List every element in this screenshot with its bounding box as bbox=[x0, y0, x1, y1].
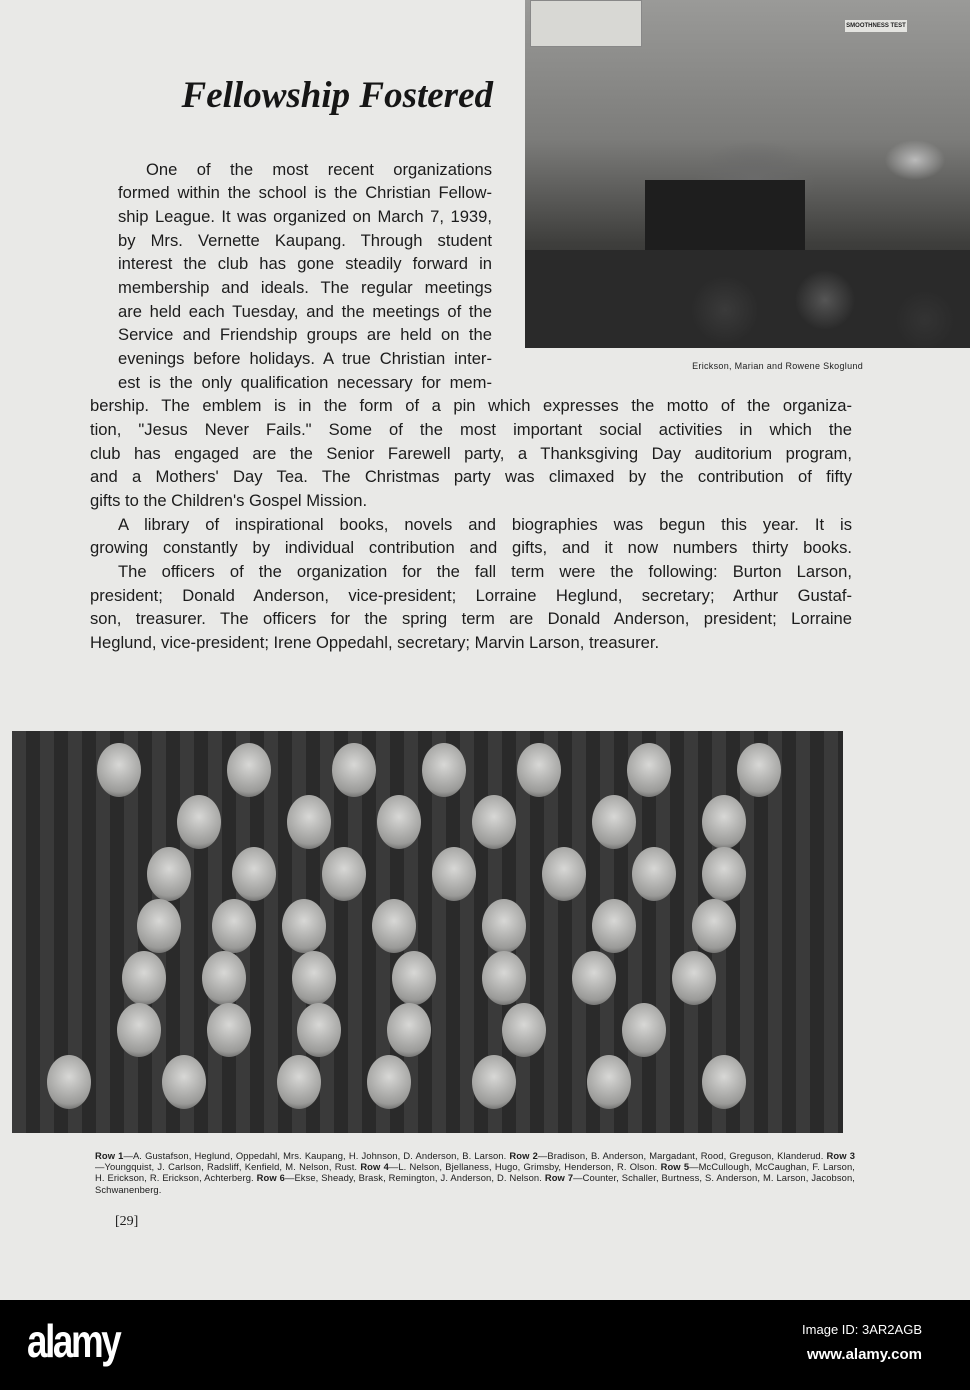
text-line: tion, "Jesus Never Fails." Some of the most important social activities in which the bbox=[90, 420, 852, 439]
person-face bbox=[97, 743, 141, 797]
person-face bbox=[277, 1055, 321, 1109]
person-face bbox=[482, 899, 526, 953]
person-face bbox=[207, 1003, 251, 1057]
person-face bbox=[472, 795, 516, 849]
row-label: Row 1 bbox=[95, 1150, 124, 1161]
person-face bbox=[517, 743, 561, 797]
person-face bbox=[122, 951, 166, 1005]
group-photo bbox=[12, 731, 843, 1133]
person-face bbox=[322, 847, 366, 901]
text-line: by Mrs. Vernette Kaupang. Through student bbox=[118, 231, 492, 250]
person-face bbox=[227, 743, 271, 797]
text-line: Service and Friendship groups are held on the bbox=[118, 325, 492, 344]
site-link[interactable]: www.alamy.com bbox=[806, 1346, 922, 1363]
text-line: The officers of the organization for the fall term were the following: Burton Larson, bbox=[118, 562, 852, 581]
person-face bbox=[47, 1055, 91, 1109]
person-face bbox=[367, 1055, 411, 1109]
person-face bbox=[737, 743, 781, 797]
row-label: Row 7 bbox=[544, 1172, 574, 1184]
person-face bbox=[702, 847, 746, 901]
text-line: evenings before holidays. A true Christian inter- bbox=[118, 349, 492, 368]
person-face bbox=[472, 1055, 516, 1109]
row-names: —L. Nelson, Bjellaness, Hugo, Grimsby, Henderson, R. Olson. bbox=[388, 1161, 658, 1173]
person-face bbox=[377, 795, 421, 849]
text-line: bership. The emblem is in the form of a pin which expresses the motto of the organiza- bbox=[90, 396, 852, 415]
text-line: son, treasurer. The officers for the spring term are Donald Anderson, president; Lorraine bbox=[90, 609, 852, 628]
person-face bbox=[627, 743, 671, 797]
person-face bbox=[287, 795, 331, 849]
person-face bbox=[137, 899, 181, 953]
row-label: Row 4 bbox=[360, 1161, 389, 1173]
person-face bbox=[202, 951, 246, 1005]
text-line: ship League. It was organized on March 7, 1939, bbox=[118, 207, 492, 226]
row-names: —Youngquist, J. Carlson, Radsliff, Kenfield, M. Nelson, Rust. bbox=[95, 1161, 358, 1173]
row-label: Row 2 bbox=[509, 1150, 538, 1161]
person-face bbox=[332, 743, 376, 797]
text-line: est is the only qualification necessary for mem- bbox=[118, 373, 492, 392]
text-line: and a Mothers' Day Tea. The Christmas party was climaxed by the contribution of fifty bbox=[90, 467, 852, 486]
person-face bbox=[587, 1055, 631, 1109]
text-line: president; Donald Anderson, vice-president; Lorraine Heglund, secretary; Arthur Gustaf- bbox=[90, 586, 852, 605]
wall-sign: SMOOTHNESS TEST bbox=[845, 20, 907, 32]
group-photo-caption bbox=[95, 1150, 855, 1195]
photo-caption: Erickson, Marian and Rowene Skoglund bbox=[692, 361, 863, 371]
text-line: gifts to the Children's Gospel Mission. bbox=[90, 491, 368, 510]
person-face bbox=[572, 951, 616, 1005]
person-face bbox=[232, 847, 276, 901]
text-line: formed within the school is the Christian Fellow- bbox=[118, 183, 492, 202]
text-line: membership and ideals. The regular meetings bbox=[118, 278, 492, 297]
row-names: —McCullough, McCaughan, F. Larson, H. Erickson, R. Erickson, Achterberg. bbox=[95, 1161, 855, 1184]
person-face bbox=[162, 1055, 206, 1109]
recital-photo bbox=[525, 0, 970, 348]
row-label: Row 3 bbox=[826, 1150, 856, 1161]
person-face bbox=[542, 847, 586, 901]
person-face bbox=[622, 1003, 666, 1057]
person-face bbox=[632, 847, 676, 901]
person-face bbox=[432, 847, 476, 901]
text-line: interest the club has gone steadily forward in bbox=[118, 254, 492, 273]
text-line: growing constantly by individual contribution and gifts, and it now numbers thirty books. bbox=[90, 538, 852, 557]
person-face bbox=[177, 795, 221, 849]
person-face bbox=[482, 951, 526, 1005]
row-label: Row 6 bbox=[256, 1172, 285, 1184]
person-face bbox=[392, 951, 436, 1005]
audience bbox=[525, 250, 970, 348]
person-face bbox=[422, 743, 466, 797]
person-face bbox=[212, 899, 256, 953]
piano bbox=[645, 180, 805, 250]
person-face bbox=[692, 899, 736, 953]
person-face bbox=[372, 899, 416, 953]
person-face bbox=[502, 1003, 546, 1057]
text-line: One of the most recent organizations bbox=[146, 160, 492, 179]
person-face bbox=[292, 951, 336, 1005]
text-line: club has engaged are the Senior Farewell party, a Thanksgiving Day auditorium program, bbox=[90, 444, 852, 463]
row-names: —A. Gustafson, Heglund, Oppedahl, Mrs. Kaupang, H. Johnson, D. Anderson, B. Larson. bbox=[123, 1150, 507, 1161]
person-face bbox=[297, 1003, 341, 1057]
text-line: are held each Tuesday, and the meetings of the bbox=[118, 302, 492, 321]
person-face bbox=[387, 1003, 431, 1057]
person-face bbox=[592, 795, 636, 849]
text-line: Heglund, vice-president; Irene Oppedahl, secretary; Marvin Larson, treasurer. bbox=[90, 633, 660, 652]
page-number: [29] bbox=[115, 1214, 139, 1229]
person-face bbox=[702, 795, 746, 849]
watermark-bar bbox=[0, 1300, 970, 1390]
page-title: Fellowship Fostered bbox=[181, 75, 493, 116]
row-label: Row 5 bbox=[660, 1161, 690, 1173]
person-face bbox=[672, 951, 716, 1005]
wall-chart bbox=[530, 0, 642, 47]
person-face bbox=[702, 1055, 746, 1109]
row-names: —Bradison, B. Anderson, Margadant, Rood, Greguson, Klanderud. bbox=[537, 1150, 824, 1161]
person-face bbox=[147, 847, 191, 901]
image-id: Image ID: 3AR2AGB bbox=[802, 1322, 922, 1337]
person-face bbox=[117, 1003, 161, 1057]
row-names: —Ekse, Sheady, Brask, Remington, J. Anderson, D. Nelson. bbox=[284, 1172, 542, 1184]
alamy-logo: alamy bbox=[27, 1315, 120, 1367]
person-face bbox=[592, 899, 636, 953]
text-line: A library of inspirational books, novels and biographies was begun this year. It is bbox=[118, 515, 852, 534]
person-face bbox=[282, 899, 326, 953]
row-names: —Counter, Schaller, Burtness, S. Anderson, M. Larson, Jacobson, Schwanenberg. bbox=[95, 1172, 855, 1195]
